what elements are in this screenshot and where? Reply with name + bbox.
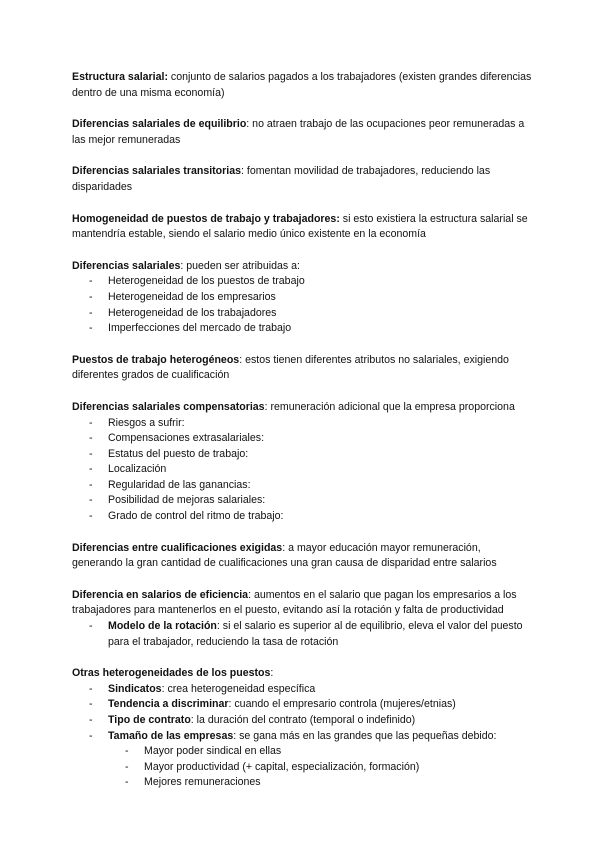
list-item: - Compensaciones extrasalariales:	[72, 431, 532, 447]
section-heading	[72, 259, 532, 275]
paragraph-cualificaciones	[72, 541, 532, 572]
definition: : pueden ser atribuidas a:	[180, 259, 300, 272]
term: Diferencias salariales transitorias	[72, 165, 242, 178]
term: Otras heterogeneidades de los puestos	[72, 667, 271, 680]
list-item	[72, 729, 532, 745]
definition: : si el salario es superior al de equilibrio, eleva el valor del puesto para el trabajador, reduciendo la tasa de rotación	[108, 620, 523, 648]
term: Tipo de contrato	[108, 714, 191, 726]
section-heading	[72, 588, 532, 619]
definition: : a mayor educación mayor remuneración, generando la gran cantidad de cualificaciones una gran causa de disparidad entre salarios	[72, 541, 497, 570]
term: Diferencia en salarios de eficiencia	[72, 588, 249, 601]
definition: : crea heterogeneidad específica	[161, 682, 316, 695]
term: Diferencias salariales	[72, 259, 181, 272]
list-item: - Grado de control del ritmo de trabajo:	[72, 509, 532, 525]
definition: conjunto de salarios pagados a los trabajadores (existen grandes diferencias dentro de una misma economía)	[72, 71, 532, 99]
paragraph-estructura-salarial	[72, 70, 532, 101]
term: Puestos de trabajo heterogéneos	[72, 353, 240, 366]
term: Modelo de la rotación	[108, 620, 217, 633]
term: Tendencia a discriminar	[108, 698, 229, 711]
list-item	[72, 682, 532, 698]
term: Diferencias entre cualificaciones exigidas	[72, 541, 283, 554]
section-otras-heterogeneidades	[72, 666, 532, 791]
list-item: - Regularidad de las ganancias:	[72, 478, 532, 494]
dash-list	[72, 619, 532, 650]
section-heading	[72, 400, 532, 416]
definition: : se gana más en las grandes que las pequeñas debido:	[233, 729, 497, 742]
list-item	[72, 713, 532, 729]
section-compensatorias	[72, 400, 532, 525]
list-item: - Heterogeneidad de los trabajadores	[72, 306, 532, 322]
term: Sindicatos	[108, 682, 162, 695]
definition: :	[270, 667, 274, 680]
definition: : aumentos en el salario que pagan los empresarios a los trabajadores para mantenerlos en el puesto, evitando así la rotación y falta de productividad	[72, 588, 517, 617]
term: Estructura salarial:	[72, 71, 168, 83]
list-item: - Estatus del puesto de trabajo:	[72, 447, 532, 463]
list-item: - Mejores remuneraciones	[108, 775, 532, 791]
definition: : estos tienen diferentes atributos no salariales, exigiendo diferentes grados de cualificación	[72, 353, 509, 382]
dash-list	[72, 274, 532, 336]
document-page	[72, 70, 532, 807]
section-eficiencia	[72, 588, 532, 650]
list-item: - Localización	[72, 462, 532, 478]
paragraph-diferencias-transitorias	[72, 164, 532, 195]
list-item: - Imperfecciones del mercado de trabajo	[72, 321, 532, 337]
term: Diferencias salariales de equilibrio	[72, 118, 247, 131]
list-item: - Heterogeneidad de los empresarios	[72, 290, 532, 306]
nested-dash-list	[108, 744, 532, 791]
definition: si esto existiera la estructura salarial se mantendría estable, siendo el salario medio único existente en la economía	[72, 212, 528, 241]
paragraph-homogeneidad	[72, 212, 532, 243]
term: Diferencias salariales compensatorias	[72, 400, 265, 413]
dash-list	[72, 416, 532, 525]
section-heading	[72, 666, 532, 682]
list-item: - Mayor productividad (+ capital, especialización, formación)	[108, 760, 532, 776]
section-diferencias-salariales	[72, 259, 532, 337]
term: Tamaño de las empresas	[108, 729, 234, 742]
term: Homogeneidad de puestos de trabajo y trabajadores:	[72, 212, 340, 225]
list-item	[108, 619, 532, 650]
paragraph-diferencias-equilibrio	[72, 117, 532, 148]
definition: : no atraen trabajo de las ocupaciones peor remuneradas a las mejor remuneradas	[72, 118, 525, 146]
list-item: - Mayor poder sindical en ellas	[108, 744, 532, 760]
paragraph-puestos-heterogeneos	[72, 353, 532, 384]
list-item: - Riesgos a sufrir:	[72, 416, 532, 432]
list-item: - Posibilidad de mejoras salariales:	[72, 493, 532, 509]
dash-list	[72, 682, 532, 744]
list-item	[72, 697, 532, 713]
list-item: - Heterogeneidad de los puestos de trabajo	[72, 274, 532, 290]
definition: : cuando el empresario controla (mujeres/etnias)	[228, 698, 456, 711]
definition: : remuneración adicional que la empresa proporciona	[264, 400, 515, 413]
definition: : la duración del contrato (temporal o indefinido)	[190, 714, 416, 726]
definition: : fomentan movilidad de trabajadores, reduciendo las disparidades	[72, 165, 491, 193]
